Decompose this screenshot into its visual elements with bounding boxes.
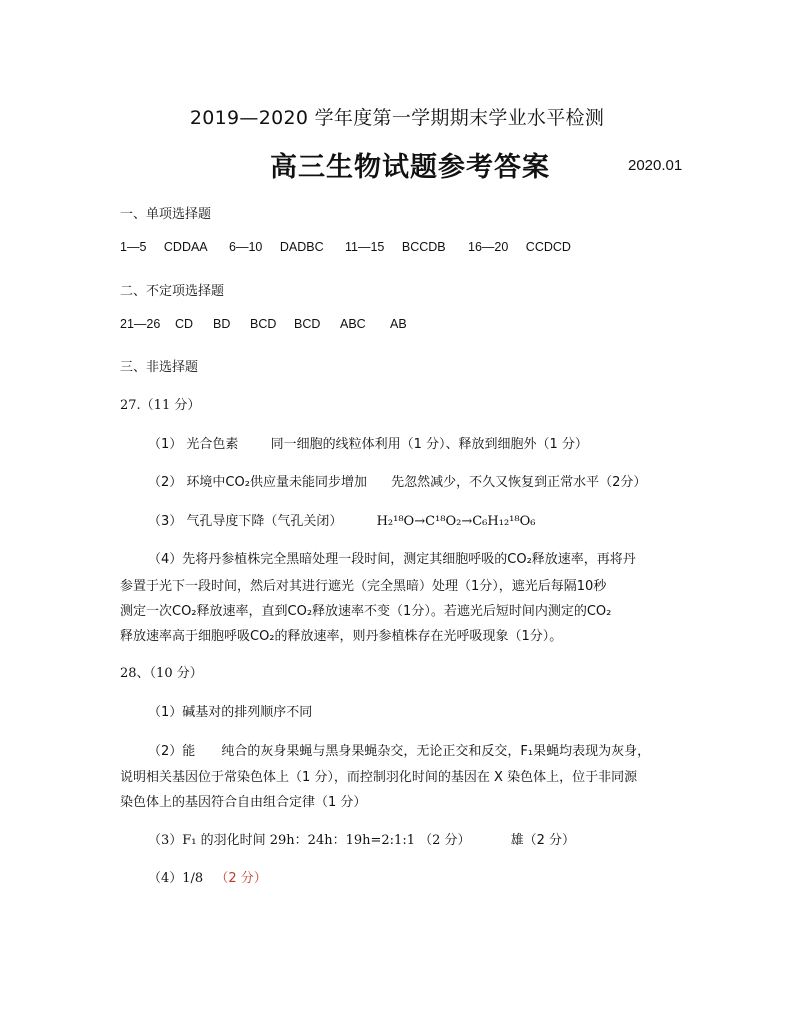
- q28-part2-line3: 染色体上的基因符合自由组合定律（1 分）: [120, 795, 367, 810]
- q27-part4-line1: （4）先将丹参植株完全黑暗处理一段时间，测定其细胞呼吸的CO₂释放速率，再将丹: [148, 552, 636, 567]
- part-answer: 同一细胞的线粒体利用（1 分）、释放到细胞外（1 分）: [270, 437, 588, 452]
- part-number: （2）能: [148, 744, 196, 759]
- answer-group-4: [468, 240, 571, 254]
- part-answer: （4）1/8: [148, 871, 204, 886]
- answer-range: 11—15: [345, 240, 385, 254]
- q28-part1: （1）碱基对的排列顺序不同: [148, 705, 313, 720]
- answer-range: 6—10: [229, 240, 263, 254]
- answer-range: 16—20: [468, 240, 509, 254]
- q28-part3: [148, 829, 575, 848]
- part-answer: 先忽然减少，不久又恢复到正常水平（2分）: [391, 475, 647, 490]
- isotope-formula: H₂¹⁸O→C¹⁸O₂→C₆H₁₂¹⁸O₆: [376, 514, 536, 529]
- part-answer: 光合色素: [186, 437, 239, 452]
- q28-part2-line2: 说明相关基因位于常染色体上（1 分），而控制羽化时间的基因在 X 染色体上，位于非同源: [120, 770, 638, 785]
- answer-group-3: [345, 240, 446, 254]
- answer-group-1: [120, 240, 208, 254]
- answer-26: AB: [390, 317, 407, 331]
- answer-24: BCD: [294, 317, 321, 331]
- q28-part2-line1: [148, 740, 650, 759]
- q27-part4-line3: 测定一次CO₂释放速率，直到CO₂释放速率不变（1分）。若遮光后短时间内测定的CO₂: [120, 604, 612, 619]
- answer-letters: CDDAA: [163, 240, 208, 254]
- answer-21: CD: [175, 317, 194, 331]
- q27-part1: [148, 433, 588, 452]
- exam-date: 2020.01: [628, 157, 683, 174]
- part-number: （3）: [148, 514, 183, 529]
- section3-heading: 三、非选择题: [120, 360, 199, 375]
- exam-subtitle: 2019—2020 学年度第一学期期末学业水平检测: [189, 107, 605, 129]
- answer-group-2: [229, 240, 324, 254]
- score-note: （2 分）: [215, 871, 267, 886]
- answer-22: BD: [213, 317, 231, 331]
- answer-letters: BCCDB: [401, 240, 446, 254]
- answer-letters: CCDCD: [525, 240, 571, 254]
- answer-23: BCD: [250, 317, 277, 331]
- part-answer: 纯合的灰身果蝇与黑身果蝇杂交，无论正交和反交，F₁果蝇均表现为灰身，: [221, 744, 651, 759]
- q27-part4-line4: 释放速率高于细胞呼吸CO₂的释放速率，则丹参植株存在光呼吸现象（1分）。: [120, 629, 563, 644]
- part-answer: 雄（2 分）: [510, 833, 576, 848]
- part-answer: （3）F₁ 的羽化时间 29h：24h：19h=2:1:1 （2 分）: [148, 833, 471, 848]
- q27-label: 27.（11 分）: [120, 398, 201, 413]
- part-answer: 环境中CO₂供应量未能同步增加: [186, 475, 367, 490]
- q28-part4: [148, 867, 267, 886]
- answer-25: ABC: [340, 317, 366, 331]
- section1-heading: 一、单项选择题: [120, 207, 212, 222]
- answer-range: 1—5: [120, 240, 147, 254]
- part-number: （2）: [148, 475, 183, 490]
- q27-part3: [148, 510, 535, 529]
- part-answer: 气孔导度下降（气孔关闭）: [186, 514, 343, 529]
- q27-part2: [148, 471, 646, 490]
- answer-letters: DADBC: [279, 240, 324, 254]
- q28-label: 28、（10 分）: [120, 666, 203, 681]
- q27-part4-line2: 参置于光下一段时间，然后对其进行遮光（完全黑暗）处理（1分），遮光后每隔10秒: [120, 579, 607, 594]
- part-number: （1）: [148, 437, 183, 452]
- section2-heading: 二、不定项选择题: [120, 284, 225, 299]
- answer-range: 21—26: [120, 317, 161, 331]
- page-title: 高三生物试题参考答案: [270, 152, 550, 183]
